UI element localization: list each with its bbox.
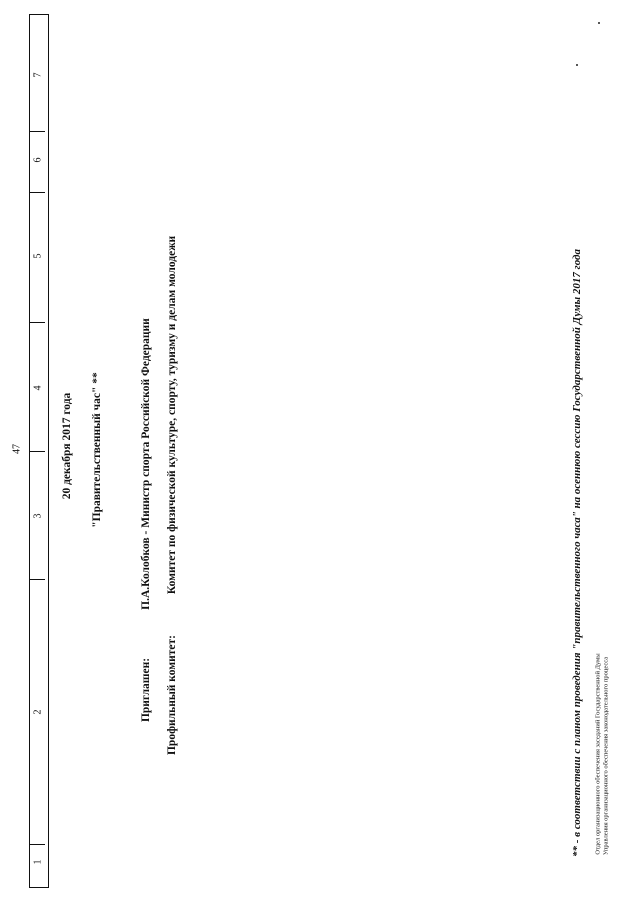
column-number-4: 4 bbox=[32, 385, 44, 391]
committee-label: Профильный комитет: bbox=[166, 634, 178, 756]
column-number-5: 5 bbox=[32, 253, 44, 259]
column-number-6: 6 bbox=[32, 157, 44, 163]
section-title: "Правительственный час" ** bbox=[91, 372, 103, 528]
column-divider bbox=[30, 131, 45, 132]
column-divider bbox=[30, 451, 45, 452]
footer-department-line-1: Отдел организационного обеспечения заседаний Государственной Думы bbox=[594, 653, 602, 855]
invited-value: П.А.Колобков - Министр спорта Российской Федерации bbox=[140, 318, 152, 610]
scan-speck bbox=[576, 64, 578, 66]
column-number-2: 2 bbox=[32, 709, 44, 715]
scan-speck bbox=[598, 22, 600, 24]
column-divider bbox=[30, 192, 45, 193]
committee-value: Комитет по физической культуре, спорту, туризму и делам молодежи bbox=[166, 235, 178, 595]
column-number-3: 3 bbox=[32, 513, 44, 519]
footnote: ** - в соответствии с планом проведения "правительственного часа" на осеннюю сессию Государственной Думы 2017 года bbox=[571, 248, 583, 858]
footer-department-line-2: Управления организационного обеспечения законодательного процесса bbox=[602, 656, 610, 856]
date-heading: 20 декабря 2017 года bbox=[61, 392, 73, 500]
column-number-1: 1 bbox=[32, 859, 44, 865]
column-divider bbox=[30, 844, 45, 845]
column-divider bbox=[30, 322, 45, 323]
column-divider bbox=[30, 579, 45, 580]
invited-label: Приглашен: bbox=[140, 657, 152, 723]
column-number-7: 7 bbox=[32, 72, 44, 78]
page-number: 47 bbox=[11, 444, 23, 454]
